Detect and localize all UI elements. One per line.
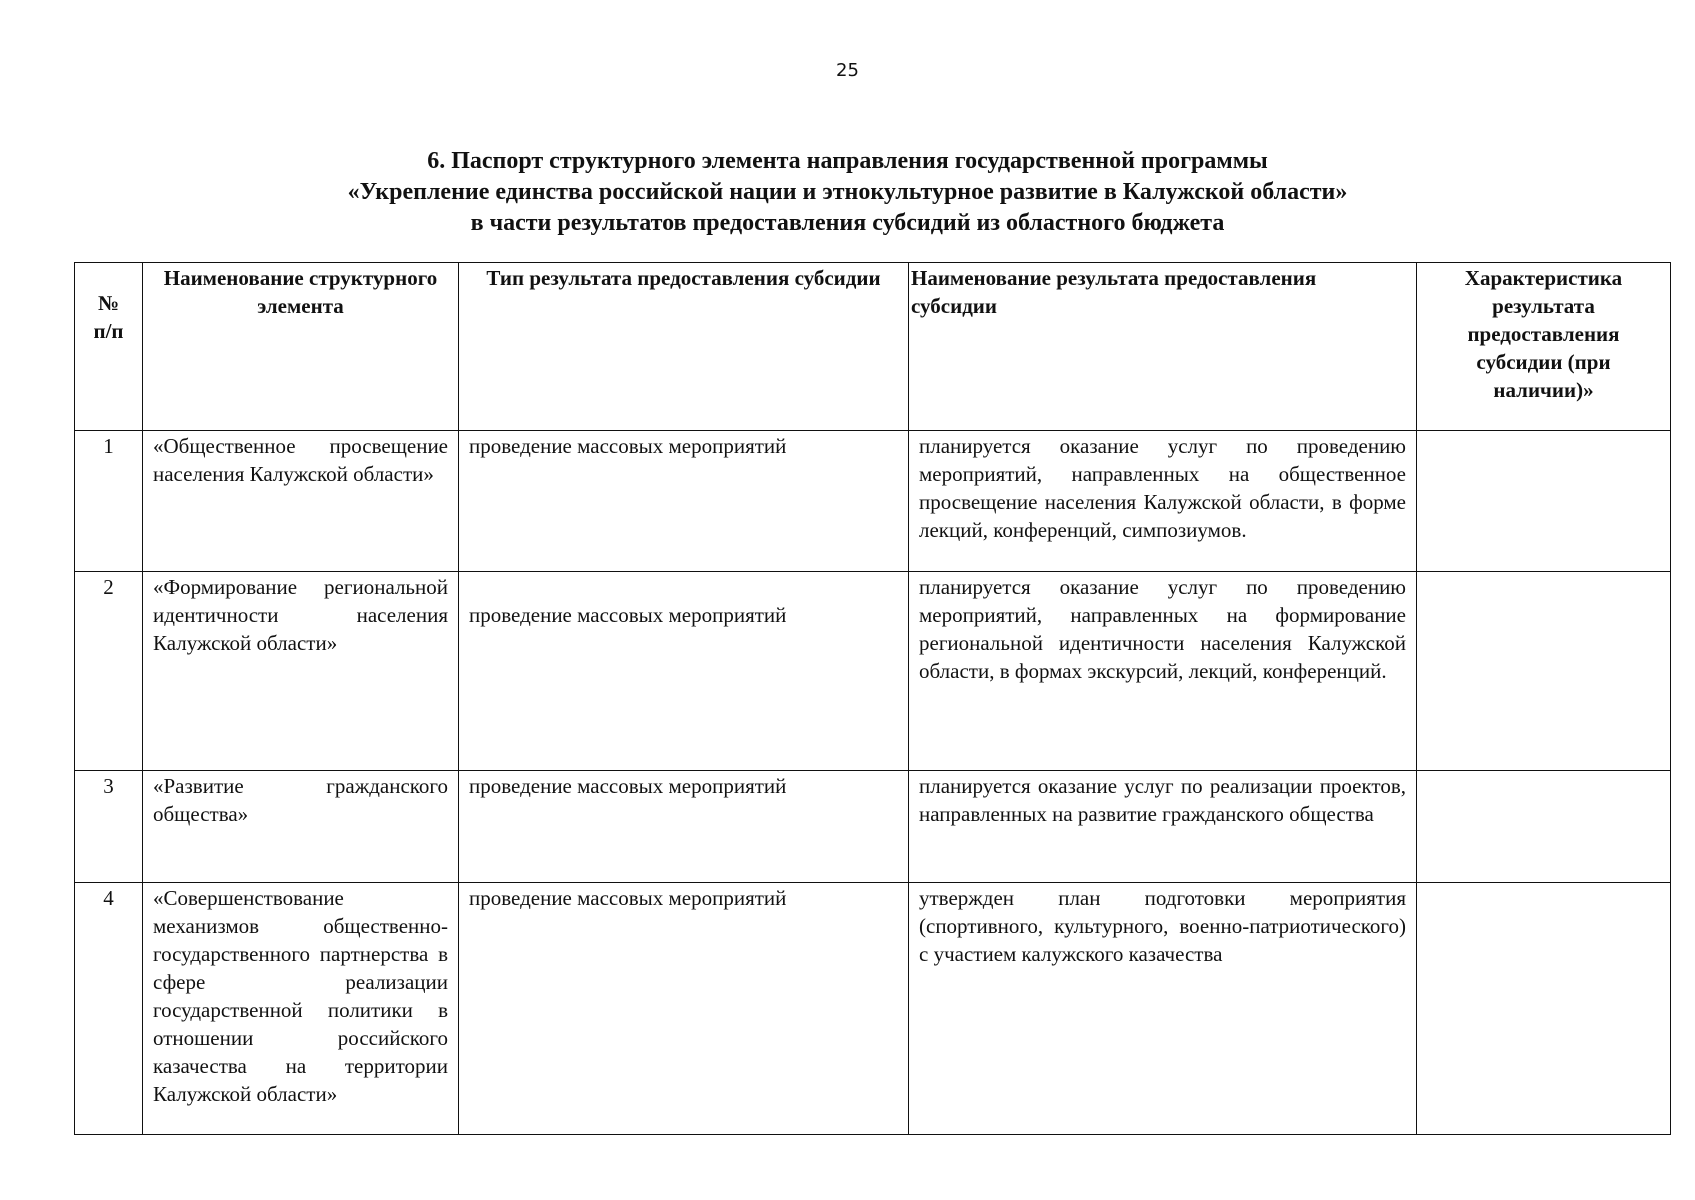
table-row xyxy=(75,431,1671,572)
title-line-1: 6. Паспорт структурного элемента направления государственной программы xyxy=(427,148,1268,174)
row-number: 4 xyxy=(75,883,143,1135)
row-result-name: планируется оказание услуг по проведению мероприятий, направленных на общественное просвещение населения Калужской области, в форме лекций, конференций, симпозиумов. xyxy=(909,431,1417,572)
page-number: 25 xyxy=(836,60,859,81)
header-result-name: Наименование результата предоставления субсидии xyxy=(909,263,1417,431)
header-element-name: Наименование структурного элемента xyxy=(143,263,459,431)
row-characteristic xyxy=(1417,572,1671,771)
row-result-type: проведение массовых мероприятий xyxy=(459,883,909,1135)
header-characteristic: Характеристика результата предоставления субсидии (при наличии)» xyxy=(1417,263,1671,431)
row-result-name: утвержден план подготовки мероприятия (спортивного, культурного, военно-патриотического) с участием калужского казачества xyxy=(909,883,1417,1135)
row-result-type: проведение массовых мероприятий xyxy=(459,431,909,572)
row-element-name: «Общественное просвещение населения Калужской области» xyxy=(143,431,459,572)
row-result-name: планируется оказание услуг по реализации проектов, направленных на развитие гражданского общества xyxy=(909,771,1417,883)
title-line-2: «Укрепление единства российской нации и этнокультурное развитие в Калужской области» xyxy=(347,179,1348,205)
header-result-type: Тип результата предоставления субсидии xyxy=(459,263,909,431)
row-number: 3 xyxy=(75,771,143,883)
row-result-type: проведение массовых мероприятий xyxy=(459,771,909,883)
row-number: 1 xyxy=(75,431,143,572)
title-line-3: в части результатов предоставления субсидий из областного бюджета xyxy=(470,210,1225,236)
row-characteristic xyxy=(1417,771,1671,883)
table-row xyxy=(75,771,1671,883)
row-number: 2 xyxy=(75,572,143,771)
document-title xyxy=(0,146,1695,239)
passport-table xyxy=(74,262,1671,1135)
row-result-type: проведение массовых мероприятий xyxy=(469,603,787,627)
row-result-name: планируется оказание услуг по проведению мероприятий, направленных на формирование региональной идентичности населения Калужской области, в формах экскурсий, лекций, конференций. xyxy=(909,572,1417,771)
header-number xyxy=(75,263,143,431)
table-header-row xyxy=(75,263,1671,431)
header-number-label: № п/п xyxy=(93,291,124,343)
table-row xyxy=(75,572,1671,771)
row-element-name: «Развитие гражданского общества» xyxy=(143,771,459,883)
row-element-name: «Формирование региональной идентичности населения Калужской области» xyxy=(143,572,459,771)
table-row xyxy=(75,883,1671,1135)
row-result-type-cell xyxy=(459,572,909,771)
row-characteristic xyxy=(1417,883,1671,1135)
row-element-name: «Совершенствование механизмов общественно-государственного партнерства в сфере реализации государственной политики в отношении российского казачества на территории Калужской области» xyxy=(143,883,459,1135)
row-characteristic xyxy=(1417,431,1671,572)
